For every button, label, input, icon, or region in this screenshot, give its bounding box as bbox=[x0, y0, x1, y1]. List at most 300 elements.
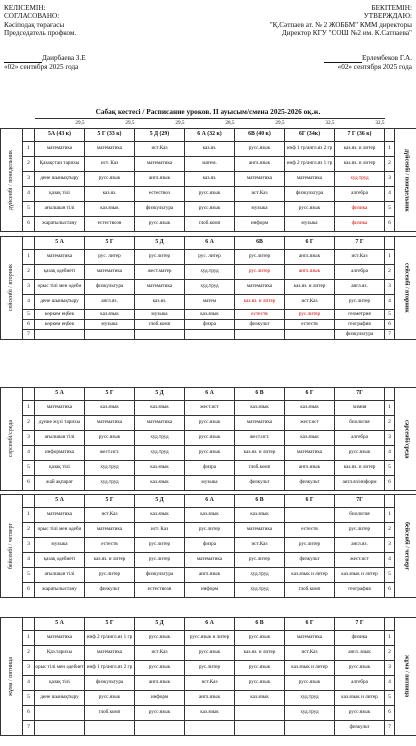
class-header: 6 А bbox=[185, 237, 235, 250]
class-header: 6 А bbox=[185, 618, 235, 631]
lesson-cell: ист.Каз bbox=[85, 508, 135, 523]
lesson-cell: глоб.комп bbox=[85, 706, 135, 721]
lesson-cell: математика bbox=[85, 646, 135, 661]
day-label-left bbox=[1, 618, 23, 736]
day-table bbox=[0, 387, 416, 491]
lesson-cell: каз.язык и литер bbox=[335, 691, 385, 706]
class-header: 5 Д (29) bbox=[135, 129, 185, 142]
lesson-cell: қазақ тілі bbox=[35, 676, 85, 691]
lesson-cell: рус. литер bbox=[185, 250, 235, 265]
class-header: 6 А bbox=[185, 495, 235, 508]
lesson-cell: худ.труд bbox=[235, 568, 285, 583]
lesson-cell: математика bbox=[85, 265, 135, 280]
lesson-number: 5 bbox=[23, 310, 35, 320]
lesson-number: 6 bbox=[23, 583, 35, 598]
lesson-cell: қазақ тілі bbox=[35, 461, 85, 476]
lesson-cell: худ.труд bbox=[135, 446, 185, 461]
lesson-cell: рус.литер bbox=[235, 265, 285, 280]
class-header: 5 Д bbox=[135, 388, 185, 401]
lesson-cell: матем bbox=[185, 295, 235, 310]
lesson-number: 3 bbox=[23, 538, 35, 553]
lesson-cell: каз.язык bbox=[235, 508, 285, 523]
lesson-cell: худ.труд bbox=[135, 431, 185, 446]
header_left-line: Председатель профком. bbox=[4, 29, 77, 38]
lesson-cell: русс.язык bbox=[335, 446, 385, 461]
lesson-number: 6 bbox=[23, 706, 35, 721]
lesson-cell: математика bbox=[235, 523, 285, 538]
lesson-cell: жест.матер bbox=[135, 265, 185, 280]
lesson-number: 2 bbox=[385, 523, 395, 538]
class-header: 5 Г bbox=[85, 237, 135, 250]
num-head bbox=[385, 618, 395, 631]
lesson-cell: математика bbox=[235, 280, 285, 295]
num-head bbox=[23, 129, 35, 142]
day-label-text: бейсенбі / четверг bbox=[7, 522, 14, 570]
lesson-cell: каз.язык bbox=[235, 691, 285, 706]
day-block-1 bbox=[0, 118, 416, 232]
class-header: 6Г (34к) bbox=[285, 129, 335, 142]
lesson-row bbox=[1, 330, 416, 340]
lesson-cell: каз.яз. и литер bbox=[335, 157, 385, 172]
lesson-cell: география bbox=[335, 320, 385, 330]
lesson-cell: каз.яз. и литер bbox=[235, 646, 285, 661]
lesson-cell: математика bbox=[85, 142, 135, 157]
lesson-cell bbox=[285, 330, 335, 340]
lesson-cell: ист.Каз bbox=[285, 295, 335, 310]
lesson-cell: математика bbox=[35, 631, 85, 646]
class-header: 5 Г bbox=[85, 388, 135, 401]
header_right-line: БЕКІТЕМІН: bbox=[371, 4, 412, 12]
lesson-number: 4 bbox=[23, 446, 35, 461]
lesson-cell: математика bbox=[35, 401, 85, 416]
lesson-cell: физкультура bbox=[85, 280, 135, 295]
lesson-cell: көркем еңбек bbox=[35, 320, 85, 330]
hours-cell: 32,5 bbox=[285, 119, 335, 129]
lesson-cell: каз.яз. bbox=[185, 172, 235, 187]
class-header: 7 Г bbox=[335, 237, 385, 250]
lesson-row bbox=[1, 508, 416, 523]
lesson-cell: жест.ист. bbox=[235, 431, 285, 446]
lesson-cell: рус. литер bbox=[85, 250, 135, 265]
hours-cell: 29,5 bbox=[135, 119, 185, 129]
lesson-cell: англ.яз. bbox=[335, 538, 385, 553]
lesson-number: 3 bbox=[385, 431, 395, 446]
lesson-cell: ағылшын тілі bbox=[35, 431, 85, 446]
day-label-right bbox=[395, 129, 416, 232]
lesson-cell: математика bbox=[235, 416, 285, 431]
lesson-cell: англ.язык bbox=[135, 676, 185, 691]
lesson-cell: англ.яз. bbox=[85, 295, 135, 310]
header_left-line: Даирбаева З.Е bbox=[4, 54, 86, 62]
lesson-cell: математика bbox=[135, 280, 185, 295]
lesson-cell: худ.труд bbox=[185, 280, 235, 295]
lesson-cell: каз.язык и литер bbox=[335, 568, 385, 583]
lesson-cell: география bbox=[335, 583, 385, 598]
lesson-cell: англ.язык bbox=[235, 157, 285, 172]
header_right-line: "Қ.Сәтпаев ат. № 2 ЖОББМ" КММ директоры bbox=[269, 20, 412, 29]
lesson-row bbox=[1, 706, 416, 721]
lesson-cell: каз.язык bbox=[285, 401, 335, 416]
lesson-cell: математика bbox=[35, 142, 85, 157]
approval-right bbox=[270, 4, 412, 71]
day-block-5 bbox=[0, 617, 416, 736]
lesson-row bbox=[1, 320, 416, 330]
lesson-row bbox=[1, 401, 416, 416]
header_right-line: Ерлембеков Г.А. bbox=[270, 54, 412, 62]
lesson-number: 1 bbox=[385, 142, 395, 157]
lesson-cell: русс.язык bbox=[185, 416, 235, 431]
lesson-cell: жест.ист. bbox=[85, 446, 135, 461]
lesson-number: 5 bbox=[385, 568, 395, 583]
lesson-number: 5 bbox=[385, 310, 395, 320]
lesson-cell: русс.язык bbox=[135, 706, 185, 721]
day-label-text: сәрсенбі/среда bbox=[7, 420, 14, 458]
lesson-cell: қазақ әдебиеті bbox=[35, 553, 85, 568]
lesson-cell: каз.язык bbox=[285, 431, 335, 446]
lesson-number: 5 bbox=[385, 461, 395, 476]
lesson-cell: худ.труд bbox=[85, 476, 135, 491]
lesson-cell: англ.язык bbox=[285, 250, 335, 265]
lesson-number: 2 bbox=[385, 265, 395, 280]
lesson-number: 7 bbox=[385, 330, 395, 340]
lesson-row bbox=[1, 661, 416, 676]
lesson-cell: русс.язык bbox=[85, 431, 135, 446]
lesson-cell: ист. Каз bbox=[85, 157, 135, 172]
lesson-cell: русс.язык bbox=[335, 706, 385, 721]
lesson-cell: физкульт bbox=[285, 553, 335, 568]
lesson-cell: каз.яз. bbox=[135, 295, 185, 310]
class-header: 6 А bbox=[185, 388, 235, 401]
lesson-cell: рус.литер bbox=[285, 538, 335, 553]
lesson-cell: каз.язык bbox=[185, 310, 235, 320]
lesson-cell: математика bbox=[285, 631, 335, 646]
schedule-title: Сабақ кестесі / Расписание уроков. II ауысым/смена 2025-2026 оқ.ж. bbox=[95, 107, 321, 116]
lesson-cell: физкульт bbox=[235, 320, 285, 330]
lesson-row bbox=[1, 568, 416, 583]
signature-line bbox=[324, 55, 362, 63]
lesson-cell: худ.труд bbox=[235, 583, 285, 598]
lesson-cell: каз.язык bbox=[135, 476, 185, 491]
class-header: 6 В bbox=[235, 618, 285, 631]
class-header: 6В bbox=[235, 237, 285, 250]
lesson-cell: Қазақстан тарихы bbox=[35, 157, 85, 172]
lesson-cell: физкультура bbox=[85, 676, 135, 691]
lesson-cell: инф 1 гр/англ.яз 2 гр bbox=[85, 661, 135, 676]
lesson-cell: каз.язык bbox=[135, 508, 185, 523]
lesson-row bbox=[1, 538, 416, 553]
lesson-cell: химия bbox=[335, 401, 385, 416]
lesson-cell: худ.труд bbox=[185, 265, 235, 280]
lesson-cell: алгебра bbox=[335, 676, 385, 691]
lesson-cell: физкульт bbox=[285, 476, 335, 491]
lesson-number: 4 bbox=[385, 446, 395, 461]
lesson-number: 3 bbox=[23, 280, 35, 295]
class-header-row bbox=[1, 495, 416, 508]
lesson-cell: рус.литер bbox=[185, 523, 235, 538]
lesson-cell: дене шынықтыру bbox=[35, 172, 85, 187]
lesson-number: 5 bbox=[23, 202, 35, 217]
lesson-cell: ист.Каз bbox=[285, 646, 335, 661]
lesson-row bbox=[1, 157, 416, 172]
header_left-line: Кәсіподақ төрағасы bbox=[4, 20, 65, 29]
lesson-row bbox=[1, 250, 416, 265]
day-label-right bbox=[395, 495, 416, 598]
lesson-cell: инф 2 гр/англ.яз 1 гр bbox=[285, 157, 335, 172]
lesson-cell: орыс тілі мен әдеби bbox=[35, 280, 85, 295]
lesson-row bbox=[1, 631, 416, 646]
lesson-cell: ист.Каз bbox=[335, 250, 385, 265]
lesson-cell: геометрия bbox=[335, 310, 385, 320]
lesson-cell: дүние жүзі тарихы bbox=[35, 416, 85, 431]
class-header: 6 Г bbox=[285, 237, 335, 250]
lesson-cell bbox=[285, 508, 335, 523]
lesson-cell: матем. bbox=[185, 157, 235, 172]
lesson-number: 3 bbox=[385, 172, 395, 187]
lesson-number: 3 bbox=[385, 538, 395, 553]
lesson-cell: музыка bbox=[135, 310, 185, 320]
lesson-number: 1 bbox=[385, 401, 395, 416]
lesson-number: 5 bbox=[23, 461, 35, 476]
lesson-cell: каз.яз. bbox=[85, 187, 135, 202]
lesson-cell: Қаз.тарихы bbox=[35, 646, 85, 661]
num-head bbox=[385, 129, 395, 142]
lesson-number: 2 bbox=[23, 416, 35, 431]
lesson-row bbox=[1, 187, 416, 202]
hours-cell: 32,5 bbox=[335, 119, 385, 129]
lesson-cell: русс.язык bbox=[135, 661, 185, 676]
class-header: 5 А bbox=[35, 495, 85, 508]
lesson-cell: каз.яз. и литер bbox=[335, 461, 385, 476]
lesson-cell: рус.литер bbox=[235, 250, 285, 265]
lesson-cell: дене шынықтыру bbox=[35, 691, 85, 706]
lesson-number: 2 bbox=[23, 523, 35, 538]
lesson-cell: орыс тілі мен әдеби bbox=[35, 523, 85, 538]
lesson-cell: рус.литер bbox=[135, 553, 185, 568]
lesson-row bbox=[1, 416, 416, 431]
lesson-cell: ист.Каз bbox=[135, 142, 185, 157]
lesson-cell: русс.язык bbox=[335, 661, 385, 676]
lesson-row bbox=[1, 310, 416, 320]
day-label-text: сейсенбі / вторник bbox=[403, 263, 410, 313]
class-header: 6 Г bbox=[285, 618, 335, 631]
lesson-cell: ист.Каз bbox=[185, 676, 235, 691]
lesson-cell bbox=[235, 330, 285, 340]
hours-cell: 29,5 bbox=[85, 119, 135, 129]
lesson-cell bbox=[185, 330, 235, 340]
lesson-cell: информ bbox=[135, 691, 185, 706]
lesson-cell: рус.литер bbox=[235, 553, 285, 568]
lesson-number: 1 bbox=[385, 250, 395, 265]
lesson-cell: биология bbox=[335, 508, 385, 523]
lesson-number: 4 bbox=[385, 295, 395, 310]
lesson-number: 6 bbox=[385, 476, 395, 491]
class-header: 5А (43 к) bbox=[35, 129, 85, 142]
lesson-cell bbox=[35, 706, 85, 721]
lesson-cell: англ.язык bbox=[135, 172, 185, 187]
lesson-cell: дене шынықтыру bbox=[35, 295, 85, 310]
lesson-cell: русс.язык bbox=[235, 676, 285, 691]
lesson-cell bbox=[135, 330, 185, 340]
header_right-line: «02» сентября 2025 года bbox=[337, 62, 412, 71]
lesson-cell: англ.язык bbox=[185, 568, 235, 583]
header_left-line: СОГЛАСОВАНО: bbox=[4, 12, 60, 21]
lesson-number: 6 bbox=[23, 217, 35, 232]
lesson-cell: каз.язык bbox=[235, 401, 285, 416]
lesson-cell: математика bbox=[285, 446, 335, 461]
lesson-cell: естеств bbox=[285, 523, 335, 538]
lesson-row bbox=[1, 217, 416, 232]
lesson-number: 4 bbox=[23, 187, 35, 202]
num-head bbox=[385, 495, 395, 508]
class-header: 5 А bbox=[35, 388, 85, 401]
lesson-cell: англ.яз/информ bbox=[335, 476, 385, 491]
lesson-cell: физкультура bbox=[135, 568, 185, 583]
class-header: 6 Г bbox=[285, 388, 335, 401]
lesson-number: 7 bbox=[385, 721, 395, 736]
lesson-cell: естеств bbox=[85, 538, 135, 553]
lesson-number: 2 bbox=[385, 416, 395, 431]
lesson-number: 1 bbox=[23, 250, 35, 265]
lesson-cell: музыка bbox=[185, 476, 235, 491]
lesson-row bbox=[1, 142, 416, 157]
lesson-cell: каз.яз. и литер bbox=[85, 553, 135, 568]
lesson-cell: глоб.комп bbox=[285, 583, 335, 598]
lesson-number: 3 bbox=[23, 661, 35, 676]
lesson-cell bbox=[35, 330, 85, 340]
lesson-number: 7 bbox=[23, 721, 35, 736]
lesson-cell: музыка bbox=[285, 217, 335, 232]
lesson-cell: қазақ тілі bbox=[35, 187, 85, 202]
lesson-number: 1 bbox=[385, 508, 395, 523]
lesson-number: 4 bbox=[23, 676, 35, 691]
num-head bbox=[23, 495, 35, 508]
class-header: 7 Г (36 к) bbox=[335, 129, 385, 142]
lesson-cell: рус.литер bbox=[135, 250, 185, 265]
lesson-number: 1 bbox=[23, 508, 35, 523]
lesson-cell: рус.литер bbox=[335, 523, 385, 538]
lesson-number: 4 bbox=[23, 295, 35, 310]
lesson-cell: англ.язык bbox=[185, 691, 235, 706]
lesson-cell: каз.язык bbox=[85, 202, 135, 217]
class-header: 6 А (32 к) bbox=[185, 129, 235, 142]
lesson-cell: глоб.комп bbox=[235, 461, 285, 476]
lesson-number: 6 bbox=[23, 476, 35, 491]
lesson-number: 3 bbox=[385, 661, 395, 676]
lesson-cell bbox=[235, 721, 285, 736]
header_left-line: КЕЛІСЕМІН: bbox=[4, 4, 46, 12]
lesson-number: 6 bbox=[385, 583, 395, 598]
lesson-cell: русс.язык bbox=[135, 217, 185, 232]
lesson-cell: худ.труд bbox=[85, 461, 135, 476]
lesson-cell: русс.язык bbox=[235, 631, 285, 646]
lesson-cell: естествозн bbox=[85, 217, 135, 232]
lesson-cell: музыка bbox=[85, 320, 135, 330]
num-head bbox=[385, 237, 395, 250]
num-head bbox=[23, 618, 35, 631]
lesson-cell: русс.язык bbox=[185, 202, 235, 217]
day-block-2 bbox=[0, 236, 416, 340]
lesson-cell: физкультура bbox=[135, 202, 185, 217]
lesson-cell bbox=[35, 721, 85, 736]
lesson-cell: математика bbox=[135, 416, 185, 431]
lesson-cell: естествозн bbox=[135, 583, 185, 598]
day-label-text: дүйсенбі / понедельник bbox=[7, 149, 14, 211]
day-label-left bbox=[1, 129, 23, 232]
lesson-cell: русс.язык bbox=[185, 187, 235, 202]
lesson-number: 2 bbox=[385, 646, 395, 661]
lesson-cell: физра bbox=[185, 461, 235, 476]
class-header: 5 Д bbox=[135, 495, 185, 508]
lesson-cell: ист. Каз bbox=[135, 523, 185, 538]
lesson-cell: естеств bbox=[285, 320, 335, 330]
lesson-number: 1 bbox=[23, 401, 35, 416]
lesson-cell: қазақ әдебиеті bbox=[35, 265, 85, 280]
day-label-right bbox=[395, 388, 416, 491]
lesson-number: 5 bbox=[385, 202, 395, 217]
lesson-cell: русс.язык bbox=[235, 661, 285, 676]
day-label-right bbox=[395, 618, 416, 736]
class-header: 7Г bbox=[335, 495, 385, 508]
hours-cell: 29,5 bbox=[35, 119, 85, 129]
lesson-cell: көркем еңбек bbox=[35, 310, 85, 320]
lesson-cell: рус.литер bbox=[135, 538, 185, 553]
lesson-number: 2 bbox=[23, 157, 35, 172]
lesson-cell: математика bbox=[85, 523, 135, 538]
approval-left bbox=[4, 4, 86, 71]
lesson-cell: каз.язык и литер bbox=[285, 568, 335, 583]
lesson-row bbox=[1, 583, 416, 598]
hours-row bbox=[1, 119, 416, 129]
class-header: 5 А bbox=[35, 237, 85, 250]
lesson-cell: жест.ист bbox=[185, 401, 235, 416]
header_left-line bbox=[4, 38, 86, 46]
lesson-cell: жест.ист bbox=[285, 416, 335, 431]
lesson-number: 3 bbox=[23, 172, 35, 187]
lesson-cell: рус.литер bbox=[335, 295, 385, 310]
lesson-number: 6 bbox=[385, 706, 395, 721]
lesson-cell: биология bbox=[335, 416, 385, 431]
class-header: 6В (40 к) bbox=[235, 129, 285, 142]
lesson-cell: русс.язык bbox=[85, 172, 135, 187]
day-block-3 bbox=[0, 387, 416, 491]
lesson-cell: физра bbox=[185, 320, 235, 330]
day-label-text: жұма / пятница bbox=[7, 656, 14, 697]
lesson-row bbox=[1, 265, 416, 280]
lesson-cell: математика bbox=[285, 172, 335, 187]
lesson-cell: каз.яз. и литер bbox=[285, 280, 335, 295]
lesson-cell: русс.язык bbox=[235, 142, 285, 157]
lesson-number: 7 bbox=[23, 330, 35, 340]
lesson-cell bbox=[185, 721, 235, 736]
lesson-cell: русс.язык bbox=[85, 691, 135, 706]
lesson-cell: англ.язык bbox=[285, 461, 335, 476]
lesson-cell: математика bbox=[235, 172, 285, 187]
num-head bbox=[23, 237, 35, 250]
day-label-left bbox=[1, 237, 23, 340]
lesson-cell: каз.яз. и литер bbox=[335, 142, 385, 157]
lesson-cell: физкультура bbox=[285, 187, 335, 202]
header_right-line: УТВЕРЖДАЮ: bbox=[363, 12, 412, 21]
lesson-row bbox=[1, 553, 416, 568]
lesson-number: 4 bbox=[385, 553, 395, 568]
lesson-cell: алгебра bbox=[335, 431, 385, 446]
day-label-text: сәрсенбі/среда bbox=[403, 419, 410, 459]
lesson-cell: каз.язык bbox=[185, 508, 235, 523]
lesson-cell: ист.Каз bbox=[135, 646, 185, 661]
lesson-cell: ағылшын тілі bbox=[35, 202, 85, 217]
lesson-cell: орыс тілі мен әдебиет bbox=[35, 661, 85, 676]
lesson-cell: англ. язык bbox=[335, 646, 385, 661]
